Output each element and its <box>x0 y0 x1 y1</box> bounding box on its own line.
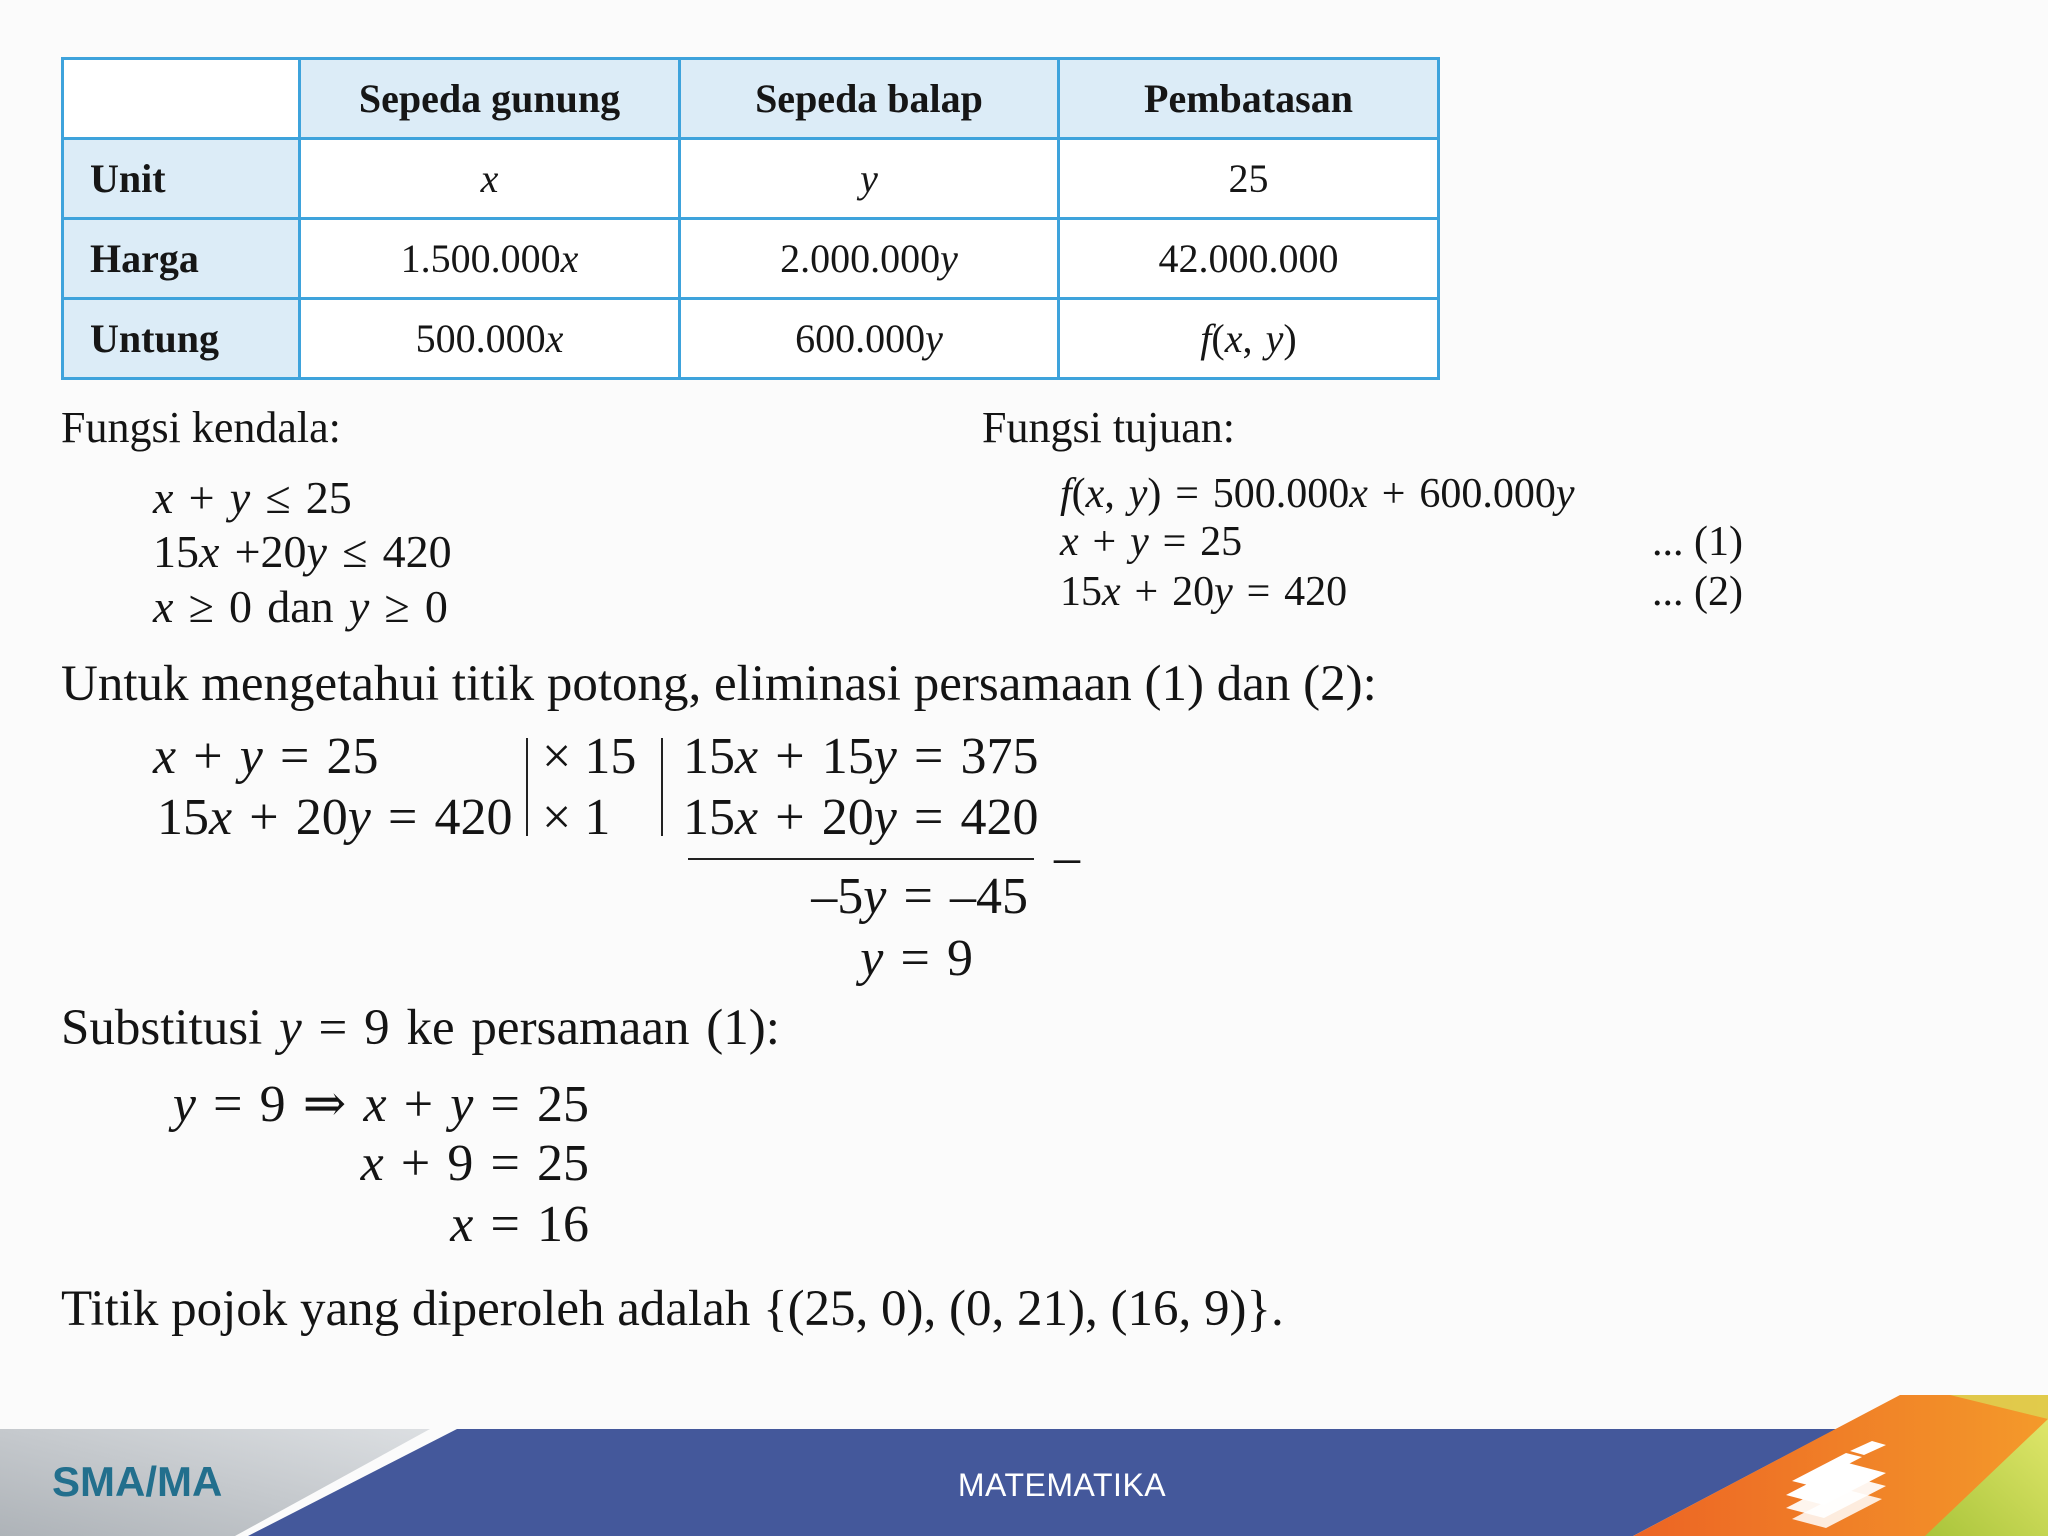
table-cell: f(x, y) <box>1059 299 1439 379</box>
difference-equation: –5y = –45 <box>811 868 1028 925</box>
table-row <box>63 139 1439 219</box>
table-header-cell: Sepeda balap <box>680 59 1059 139</box>
constraint-line: 15x +20y ≤ 420 <box>153 526 452 577</box>
table-cell: 500.000x <box>300 299 680 379</box>
scaled-equation: 15x + 20y = 420 <box>683 789 1039 846</box>
subtraction-rule <box>688 858 1034 860</box>
elimination-result: y = 9 <box>860 930 973 987</box>
substitution-step: x = 16 <box>450 1196 589 1253</box>
equation-2-ref: ... (2) <box>1652 569 1743 615</box>
constraint-line: x + y ≤ 25 <box>153 472 352 523</box>
table-row-label: Unit <box>63 139 300 219</box>
multiplier: × 1 <box>542 789 611 846</box>
substitution-step: y = 9 ⇒ x + y = 25 <box>172 1076 589 1133</box>
multiplier-divider <box>526 738 528 836</box>
table-row <box>63 219 1439 299</box>
equation-2: 15x + 20y = 420 <box>1060 569 1348 615</box>
equation-1: x + y = 25 <box>1060 519 1243 565</box>
table-row <box>63 299 1439 379</box>
result-divider <box>661 738 663 836</box>
constraints-title: Fungsi kendala: <box>61 403 341 452</box>
elimination-equation: x + y = 25 <box>153 728 379 785</box>
table-cell: 42.000.000 <box>1059 219 1439 299</box>
substitution-intro: Substitusi y = 9 ke persamaan (1): <box>61 1000 780 1056</box>
table-row-label: Untung <box>63 299 300 379</box>
table-cell: x <box>300 139 680 219</box>
elimination-intro: Untuk mengetahui titik potong, eliminasi persamaan (1) dan (2): <box>61 656 1377 712</box>
table-header-cell: Sepeda gunung <box>300 59 680 139</box>
table-header-row <box>63 59 1439 139</box>
elimination-equation: 15x + 20y = 420 <box>157 789 513 846</box>
table-cell: 25 <box>1059 139 1439 219</box>
table-cell: 600.000y <box>680 299 1059 379</box>
table-corner-cell <box>63 59 300 139</box>
subtraction-operator: – <box>1054 829 1080 886</box>
footer-band <box>0 1395 2048 1536</box>
table-cell: 1.500.000x <box>300 219 680 299</box>
scaled-equation: 15x + 15y = 375 <box>683 728 1039 785</box>
table-row-label: Harga <box>63 219 300 299</box>
equation-1-ref: ... (1) <box>1652 519 1743 565</box>
data-table <box>61 57 1440 380</box>
conclusion: Titik pojok yang diperoleh adalah {(25, 0), (0, 21), (16, 9)}. <box>61 1281 1284 1337</box>
school-level-label: SMA/MA <box>52 1458 223 1505</box>
table-cell: y <box>680 139 1059 219</box>
constraint-line: x ≥ 0 dan y ≥ 0 <box>153 581 448 632</box>
objective-function: f(x, y) = 500.000x + 600.000y <box>1060 471 1575 517</box>
objective-title: Fungsi tujuan: <box>982 403 1236 452</box>
table-cell: 2.000.000y <box>680 219 1059 299</box>
subject-label: MATEMATIKA <box>957 1467 1167 1503</box>
table-header-cell: Pembatasan <box>1059 59 1439 139</box>
substitution-step: x + 9 = 25 <box>360 1135 589 1192</box>
multiplier: × 15 <box>542 728 637 785</box>
